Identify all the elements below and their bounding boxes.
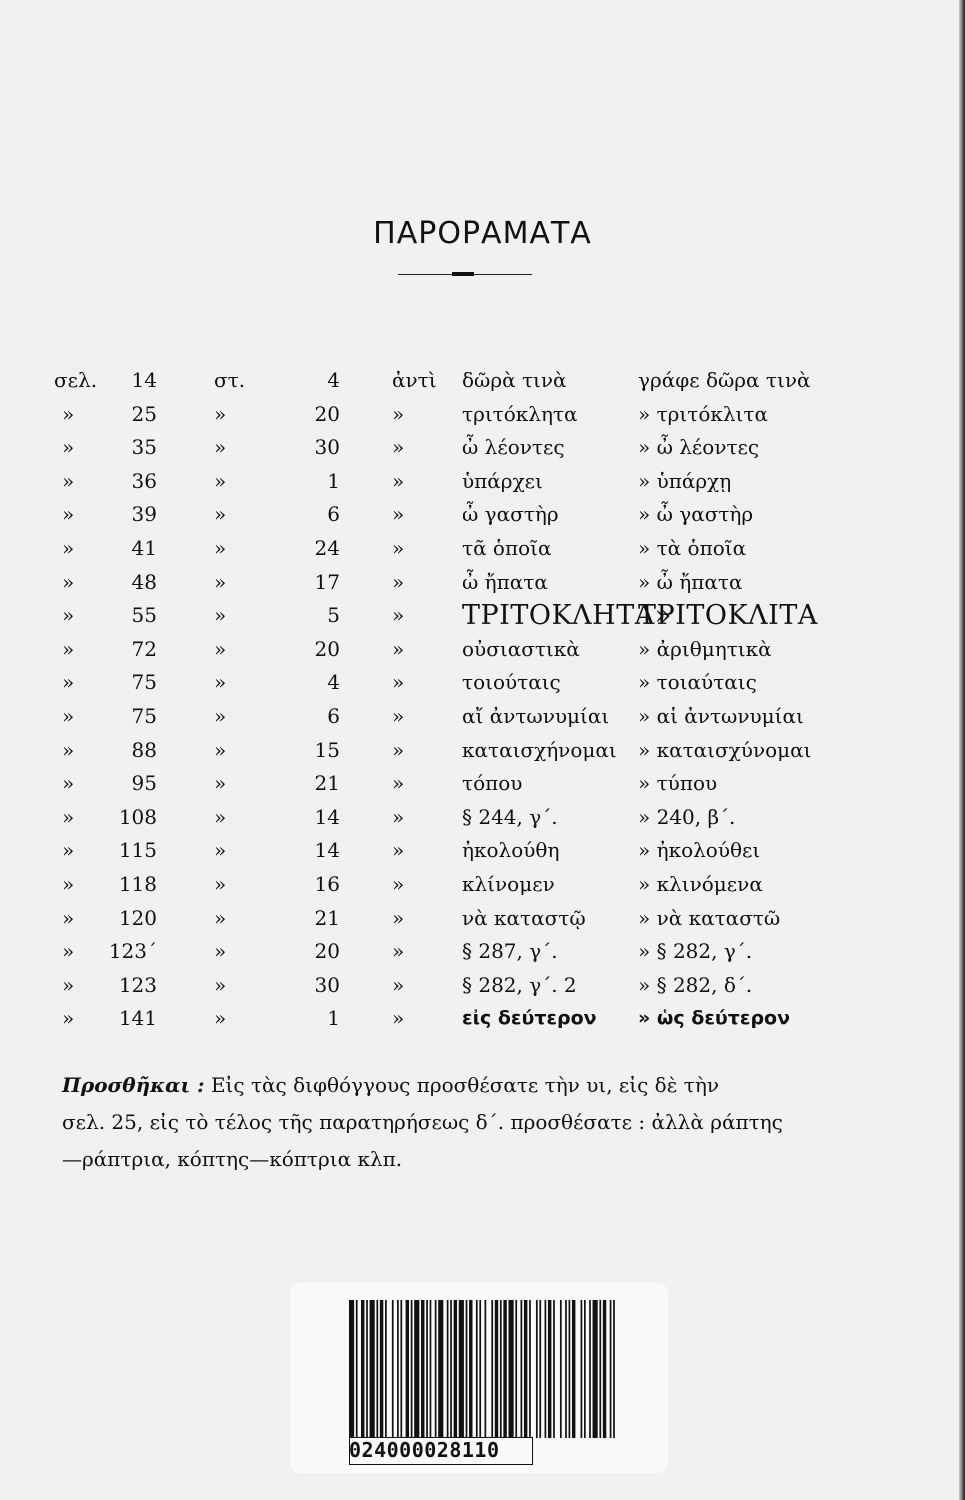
errata-page-label: » <box>62 771 75 796</box>
errata-wrong-text: § 244, γ΄. <box>462 804 558 829</box>
errata-line-label: » <box>214 905 227 930</box>
barcode-bar <box>430 1300 432 1438</box>
barcode-bar <box>466 1300 468 1438</box>
addendum <box>62 1067 894 1178</box>
errata-page-number: 115 <box>118 838 157 863</box>
errata-correct-text: » ὦ γαστὴρ <box>638 502 754 527</box>
addendum-line-1 <box>62 1067 894 1104</box>
errata-row <box>0 801 965 835</box>
errata-row <box>0 834 965 868</box>
errata-wrong-text: ὦ ἤπατα <box>462 569 548 594</box>
errata-page-label: » <box>62 603 75 628</box>
errata-line-number: 4 <box>327 368 340 392</box>
errata-page-label: » <box>62 535 75 560</box>
errata-instead-word: » <box>392 838 405 863</box>
errata-correct-text: » τοιαύταις <box>638 670 757 695</box>
barcode-bar <box>414 1300 419 1438</box>
addendum-line-3: —ράπτρια, κόπτης—κόπτρια κλπ. <box>62 1147 403 1171</box>
errata-page-number: 123΄ <box>108 939 157 964</box>
errata-wrong-text: εἰς δεύτερον <box>462 1007 597 1030</box>
errata-line-label: » <box>214 435 227 460</box>
errata-row <box>0 566 965 600</box>
barcode-bar <box>421 1300 424 1438</box>
barcode-bar <box>548 1300 551 1438</box>
errata-page-number: 120 <box>118 905 157 930</box>
errata-row <box>0 767 965 801</box>
errata-page-number: 72 <box>131 636 157 661</box>
errata-line-number: 24 <box>314 535 340 560</box>
errata-line-label: » <box>214 1006 227 1031</box>
errata-page-number: 25 <box>131 401 157 426</box>
errata-line-label: » <box>214 737 227 762</box>
errata-wrong-text: § 282, γ΄. 2 <box>462 972 577 997</box>
errata-line-number: 5 <box>327 603 340 628</box>
errata-line-label: » <box>214 535 227 560</box>
errata-page-label: » <box>62 871 75 896</box>
errata-correct-text: » ὦ ἤπατα <box>638 569 743 594</box>
errata-line-number: 20 <box>314 401 340 426</box>
errata-row <box>0 935 965 969</box>
errata-line-number: 20 <box>314 636 340 661</box>
errata-page-label: » <box>62 569 75 594</box>
errata-wrong-text: κλίνομεν <box>462 871 555 896</box>
barcode-bar <box>356 1300 358 1438</box>
errata-page-number: 36 <box>131 468 157 493</box>
barcode-bar <box>435 1300 437 1438</box>
barcode-bar <box>503 1300 506 1438</box>
errata-row <box>0 398 965 432</box>
errata-instead-word: » <box>392 703 405 728</box>
errata-page-number: 39 <box>131 502 157 527</box>
errata-line-number: 15 <box>314 737 340 762</box>
errata-page-number: 95 <box>131 771 157 796</box>
errata-page-label: » <box>62 804 75 829</box>
barcode-bar <box>426 1300 428 1438</box>
barcode-bar <box>545 1300 547 1438</box>
errata-line-number: 6 <box>327 502 340 527</box>
errata-wrong-text: τριτόκλητα <box>462 401 578 426</box>
errata-page-label: » <box>62 939 75 964</box>
errata-line-number: 17 <box>314 569 340 594</box>
errata-line-number: 14 <box>314 838 340 863</box>
barcode-bar <box>495 1300 498 1438</box>
errata-correct-text: » § 282, δ΄. <box>638 972 753 997</box>
errata-line-label: » <box>214 468 227 493</box>
barcode-bar <box>459 1300 464 1438</box>
errata-correct-text: » τριτόκλιτα <box>638 401 768 426</box>
errata-page-number: 118 <box>118 871 157 896</box>
errata-correct-text: » ὡς δεύτερον <box>638 1007 791 1030</box>
errata-row <box>0 666 965 700</box>
errata-page-number: 55 <box>131 603 157 628</box>
errata-wrong-text: δῶρὰ τινὰ <box>462 368 567 392</box>
barcode-bar <box>515 1300 517 1438</box>
errata-line-label: » <box>214 569 227 594</box>
barcode-bar <box>479 1300 481 1438</box>
barcode-bar <box>411 1300 413 1438</box>
barcode-bar <box>385 1300 387 1438</box>
barcode-bar <box>485 1300 487 1438</box>
title-rule-ornament <box>452 272 474 276</box>
errata-instead-word: » <box>392 871 405 896</box>
errata-line-label: » <box>214 838 227 863</box>
barcode-bar <box>593 1300 598 1438</box>
barcode-bar <box>536 1300 538 1438</box>
errata-correct-text: » αἱ ἀντωνυμίαι <box>638 703 804 728</box>
errata-row <box>0 532 965 566</box>
errata-line-number: 14 <box>314 804 340 829</box>
addendum-lead: Προσθῆκαι : <box>62 1073 205 1097</box>
errata-line-label: » <box>214 670 227 695</box>
errata-line-number: 21 <box>314 905 340 930</box>
barcode-bar <box>560 1300 562 1438</box>
errata-wrong-text: ὦ γαστὴρ <box>462 502 559 527</box>
errata-wrong-text: τοιούταις <box>462 670 561 695</box>
errata-row <box>0 868 965 902</box>
barcode-bar <box>476 1300 478 1438</box>
errata-row <box>0 498 965 532</box>
errata-row <box>0 599 965 633</box>
errata-instead-word: » <box>392 1006 405 1031</box>
errata-row <box>0 465 965 499</box>
errata-wrong-text: ὑπάρχει <box>462 468 543 493</box>
errata-page-label: » <box>62 401 75 426</box>
errata-line-number: 4 <box>327 670 340 695</box>
barcode-bar <box>438 1300 443 1438</box>
errata-page-label: » <box>62 737 75 762</box>
errata-line-number: 1 <box>327 468 340 493</box>
addendum-text-1: Εἰς τὰς διφθόγγους προσθέσατε τὴν υι, εἰς δὲ τὴν <box>210 1073 720 1097</box>
errata-instead-word: » <box>392 401 405 426</box>
errata-correct-text: » τύπου <box>638 771 718 796</box>
errata-line-label: στ. <box>214 368 246 392</box>
errata-page-number: 35 <box>131 435 157 460</box>
errata-correct-text: » κλινόμενα <box>638 871 763 896</box>
errata-page-label: » <box>62 468 75 493</box>
errata-instead-word: » <box>392 737 405 762</box>
errata-line-label: » <box>214 603 227 628</box>
errata-page-number: 14 <box>131 368 157 392</box>
errata-line-number: 20 <box>314 939 340 964</box>
barcode-bar <box>569 1300 571 1438</box>
errata-row <box>0 431 965 465</box>
errata-line-number: 6 <box>327 703 340 728</box>
errata-line-label: » <box>214 871 227 896</box>
errata-page-number: 75 <box>131 670 157 695</box>
barcode-bar <box>491 1300 493 1438</box>
errata-page-label: » <box>62 838 75 863</box>
errata-correct-text: » ὦ λέοντες <box>638 435 760 460</box>
barcode-bar <box>509 1300 514 1438</box>
barcode-bar <box>469 1300 472 1438</box>
errata-instead-word: » <box>392 636 405 661</box>
errata-line-label: » <box>214 636 227 661</box>
errata-correct-text: » νὰ καταστῶ <box>638 905 781 930</box>
errata-page-label: » <box>62 1006 75 1031</box>
errata-instead-word: » <box>392 502 405 527</box>
barcode-bar <box>400 1300 402 1438</box>
errata-row <box>0 734 965 768</box>
page-title: ΠΑΡΟΡΑΜΑΤΑ <box>373 216 592 252</box>
errata-correct-text: γράφε δῶρα τινὰ <box>638 368 811 392</box>
errata-page-label: » <box>62 502 75 527</box>
errata-instead-word: » <box>392 569 405 594</box>
errata-correct-text: » τὰ ὁποῖα <box>638 535 747 560</box>
barcode-bar <box>380 1300 383 1438</box>
barcode-bar <box>392 1300 394 1438</box>
errata-page-label: » <box>62 636 75 661</box>
errata-instead-word: » <box>392 771 405 796</box>
errata-correct-text: » ἀριθμητικὰ <box>638 636 772 661</box>
errata-page-number: 48 <box>131 569 157 594</box>
errata-correct-text: ΤΡΙΤΟΚΛΙΤΑ <box>638 600 818 632</box>
errata-correct-text: » 240, β΄. <box>638 804 736 829</box>
barcode-bar <box>599 1300 601 1438</box>
errata-row <box>0 364 965 398</box>
errata-page-number: 141 <box>118 1006 157 1031</box>
errata-correct-text: » ἠκολούθει <box>638 838 761 863</box>
errata-line-number: 30 <box>314 972 340 997</box>
errata-wrong-text: καταισχήνομαι <box>462 737 617 762</box>
barcode-bar <box>366 1300 368 1438</box>
barcode-bar <box>581 1300 583 1438</box>
errata-instead-word: » <box>392 603 405 628</box>
errata-wrong-text: ὦ λέοντες <box>462 435 565 460</box>
errata-instead-word: » <box>392 972 405 997</box>
barcode-bar <box>370 1300 375 1438</box>
barcode-bar <box>553 1300 555 1438</box>
errata-line-label: » <box>214 401 227 426</box>
errata-correct-text: » ὑπάρχῃ <box>638 468 732 493</box>
errata-row <box>0 700 965 734</box>
barcode-number: 024000028110 <box>349 1438 500 1462</box>
addendum-line-2: σελ. 25, εἰς τὸ τέλος τῆς παρατηρήσεως δ΄. προσθέσατε : ἀλλὰ ράπτης <box>62 1110 783 1134</box>
errata-table <box>0 364 965 1036</box>
barcode-bar <box>603 1300 606 1438</box>
barcode-bar <box>610 1300 612 1438</box>
errata-page-label: » <box>62 703 75 728</box>
errata-wrong-text: οὐσιαστικὰ <box>462 636 580 661</box>
barcode-bar <box>524 1300 527 1438</box>
barcode-bar <box>521 1300 523 1438</box>
barcode-bar <box>361 1300 364 1438</box>
errata-wrong-text: τᾶ ὁποῖα <box>462 535 552 560</box>
errata-line-label: » <box>214 804 227 829</box>
barcode-bar <box>529 1300 531 1438</box>
barcode-bar <box>406 1300 409 1438</box>
barcode-bar <box>454 1300 457 1438</box>
errata-page-number: 41 <box>131 535 157 560</box>
errata-row <box>0 902 965 936</box>
barcode-bar <box>572 1300 575 1438</box>
barcode-bar <box>450 1300 452 1438</box>
barcode-bar <box>447 1300 449 1438</box>
errata-correct-text: » § 282, γ΄. <box>638 939 753 964</box>
errata-line-label: » <box>214 771 227 796</box>
barcode-bar <box>613 1300 615 1438</box>
errata-wrong-text: νὰ καταστῷ <box>462 905 586 930</box>
errata-instead-word: » <box>392 804 405 829</box>
errata-page-number: 88 <box>131 737 157 762</box>
errata-instead-word: » <box>392 535 405 560</box>
errata-line-number: 16 <box>314 871 340 896</box>
errata-instead-word: ἀντὶ <box>392 368 437 392</box>
errata-row <box>0 969 965 1003</box>
errata-page-label: » <box>62 905 75 930</box>
errata-wrong-text: τόπου <box>462 771 523 796</box>
barcode-bar <box>500 1300 502 1438</box>
errata-page-label: » <box>62 435 75 460</box>
errata-instead-word: » <box>392 905 405 930</box>
errata-line-label: » <box>214 703 227 728</box>
errata-line-label: » <box>214 939 227 964</box>
barcode-bar <box>584 1300 586 1438</box>
errata-row <box>0 1002 965 1036</box>
errata-line-number: 21 <box>314 771 340 796</box>
errata-instead-word: » <box>392 670 405 695</box>
errata-line-label: » <box>214 502 227 527</box>
errata-page-number: 75 <box>131 703 157 728</box>
errata-line-number: 1 <box>327 1006 340 1031</box>
errata-page-number: 108 <box>118 804 157 829</box>
errata-line-number: 30 <box>314 435 340 460</box>
barcode-bar <box>539 1300 541 1438</box>
barcode-bar <box>349 1300 354 1438</box>
errata-correct-text: » καταισχύνομαι <box>638 737 812 762</box>
errata-wrong-text: ἠκολούθη <box>462 838 560 863</box>
errata-instead-word: » <box>392 939 405 964</box>
errata-page-number: 123 <box>118 972 157 997</box>
barcode-bar <box>565 1300 567 1438</box>
barcode-bar <box>397 1300 399 1438</box>
errata-instead-word: » <box>392 468 405 493</box>
barcode-bar <box>376 1300 378 1438</box>
errata-wrong-text: § 287, γ΄. <box>462 939 558 964</box>
errata-page-label: σελ. <box>54 368 98 392</box>
errata-page-label: » <box>62 670 75 695</box>
barcode <box>349 1300 620 1438</box>
errata-page-label: » <box>62 972 75 997</box>
barcode-bar <box>589 1300 591 1438</box>
errata-line-label: » <box>214 972 227 997</box>
errata-wrong-text: αἴ ἀντωνυμίαι <box>462 703 610 728</box>
errata-instead-word: » <box>392 435 405 460</box>
errata-wrong-text: ΤΡΙΤΟΚΛΗΤΑ» <box>462 600 672 632</box>
errata-row <box>0 633 965 667</box>
